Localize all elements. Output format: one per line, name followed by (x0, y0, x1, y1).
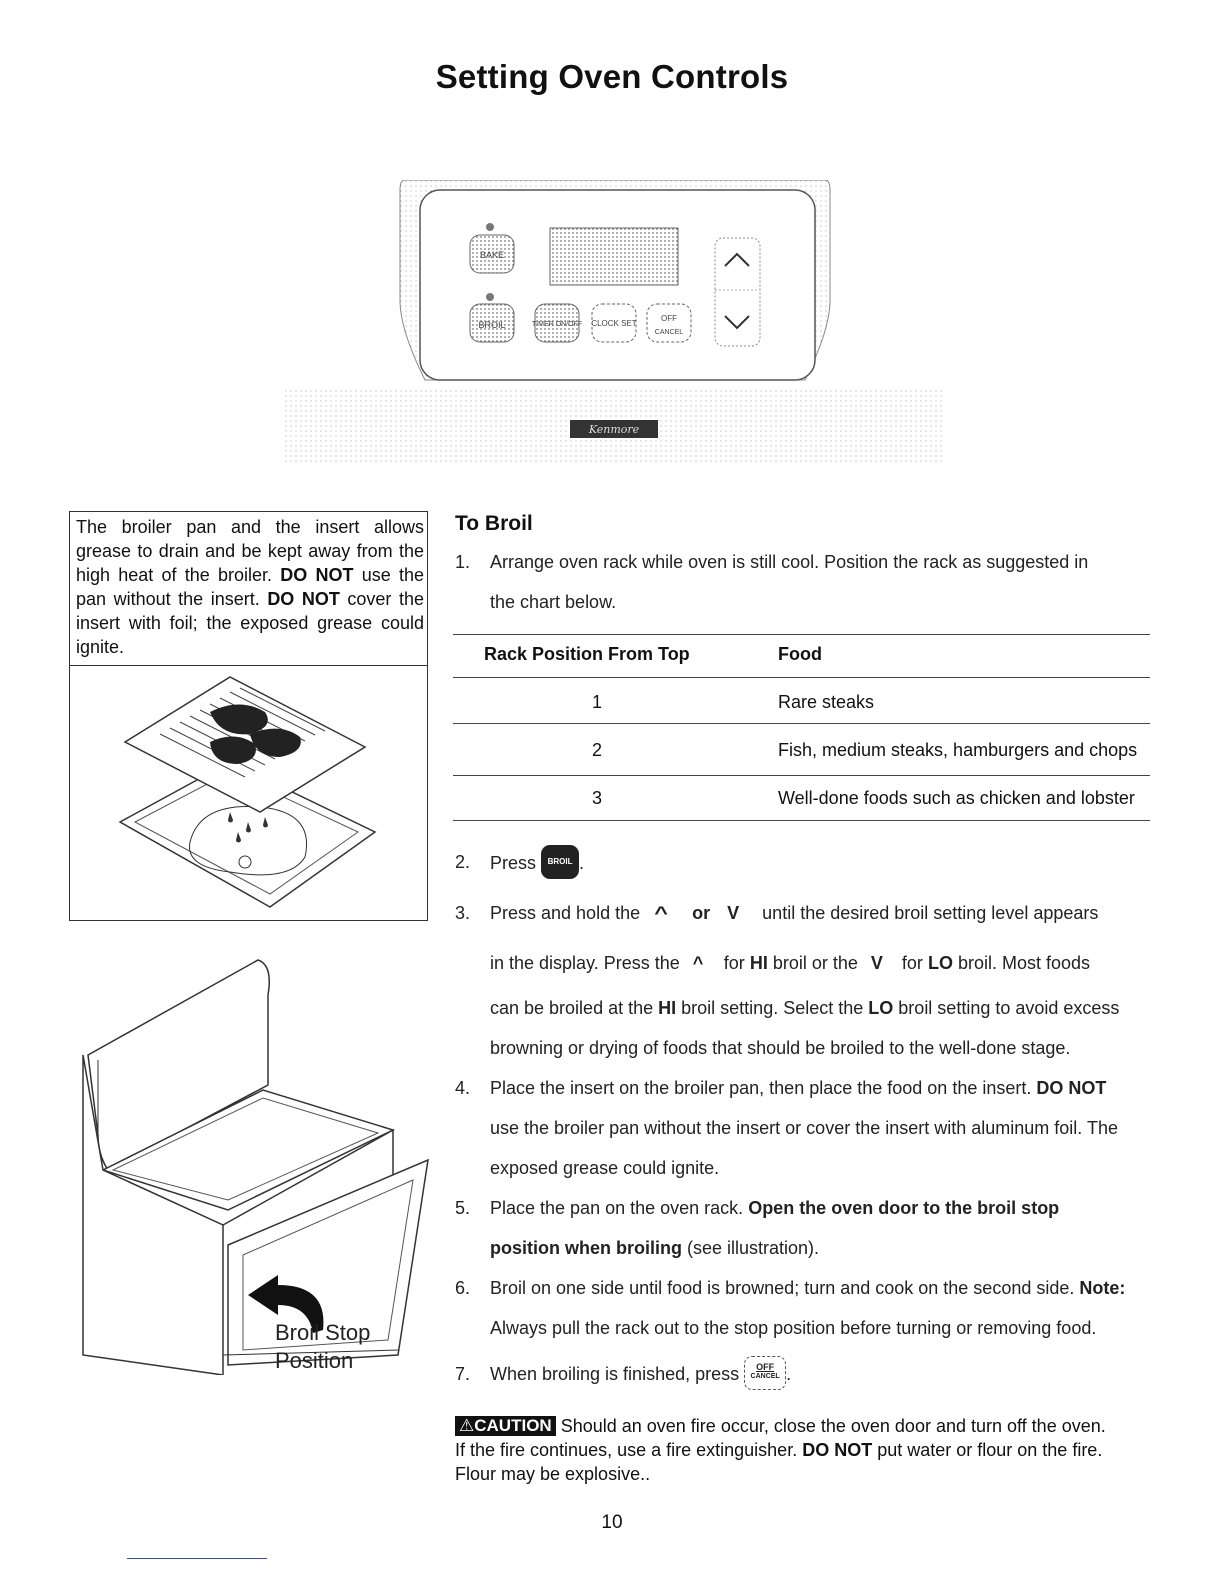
step-6-line-1: Broil on one side until food is browned; turn and cook on the second side. Note: (490, 1278, 1126, 1298)
down-arrow-icon: V (870, 953, 883, 973)
step-6-number: 6. (455, 1278, 471, 1298)
broiler-pan-note: The broiler pan and the insert allows grease to drain and be kept away from the high heat of the broiler. DO NOT use the pan without the insert. DO NOT cover the insert with foil; the exposed grease could ignite. (76, 517, 424, 657)
off-cancel-button[interactable] (647, 304, 691, 342)
brand-label: Kenmore (588, 423, 640, 436)
broil-key-icon: BROIL (541, 845, 579, 879)
svg-text:CANCEL: CANCEL (654, 329, 684, 336)
off-cancel-key-icon: OFF CANCEL (744, 1356, 786, 1390)
step-4-line-1: Place the insert on the broiler pan, then place the food on the insert. DO NOT (490, 1078, 1107, 1098)
step-2-text: Press BROIL . (490, 843, 584, 883)
step-4-line-3: exposed grease could ignite. (490, 1158, 720, 1178)
step-3-line-2: in the display. Press the ^ for HI broil or the V for LO broil. Most foods (490, 953, 1091, 973)
page-title: Setting Oven Controls (435, 58, 789, 95)
up-arrow-icon: ^ (654, 903, 669, 923)
broiler-pan-illustration (100, 672, 400, 917)
footer-rule (127, 1558, 267, 1559)
step-3-number: 3. (455, 903, 471, 923)
step-5-number: 5. (455, 1198, 471, 1218)
svg-text:BROIL: BROIL (478, 320, 506, 330)
step-3-line-3: can be broiled at the HI broil setting. Select the LO broil setting to avoid excess (490, 998, 1120, 1018)
down-arrow-icon: V (727, 903, 740, 923)
svg-text:TIMER ON/OFF: TIMER ON/OFF (531, 321, 583, 328)
step-5-line-2: position when broiling (see illustration). (490, 1238, 820, 1258)
control-panel-illustration (280, 180, 950, 470)
caution-badge: ⚠CAUTION (455, 1416, 556, 1436)
step-1-number: 1. (455, 552, 471, 572)
svg-text:BAKE: BAKE (479, 250, 505, 260)
step-3-line-4: browning or drying of foods that should be broiled to the well-done stage. (490, 1038, 1071, 1058)
broil-stop-label: Broil Stop (275, 1320, 371, 1345)
step-7-text: When broiling is finished, press OFF CANCEL . (490, 1356, 791, 1392)
step-4-line-2: use the broiler pan without the insert or cover the insert with aluminum foil. The (490, 1118, 1118, 1138)
step-3-line-1: Press and hold the ^ or V until the desired broil setting level appears (490, 903, 1099, 923)
caution-block: ⚠CAUTION Should an oven fire occur, close the oven door and turn off the oven. If the fire continues, use a fire extinguisher. DO NOT put water or flour on the fire. Flour may be explosive.. (455, 1416, 1106, 1484)
display-screen (550, 228, 678, 285)
step-1-text: Arrange oven rack while oven is still cool. Position the rack as suggested in the chart below. (490, 552, 1089, 612)
up-arrow-icon: ^ (692, 953, 704, 973)
step-4-number: 4. (455, 1078, 471, 1098)
range-broil-stop-illustration (78, 955, 433, 1375)
step-2-number: 2. (455, 852, 471, 872)
svg-text:CLOCK SET: CLOCK SET (591, 319, 637, 328)
note-divider (69, 665, 428, 666)
page-number: 10 (601, 1512, 623, 1533)
step-5-line-1: Place the pan on the oven rack. Open the oven door to the broil stop (490, 1198, 1060, 1218)
to-broil-heading: To Broil (455, 512, 533, 535)
step-7-number: 7. (455, 1364, 471, 1384)
step-6-line-2: Always pull the rack out to the stop position before turning or removing food. (490, 1318, 1097, 1338)
warning-icon: ⚠ (459, 1416, 475, 1435)
svg-text:OFF: OFF (661, 314, 677, 323)
broil-position-label: Position (275, 1348, 354, 1373)
